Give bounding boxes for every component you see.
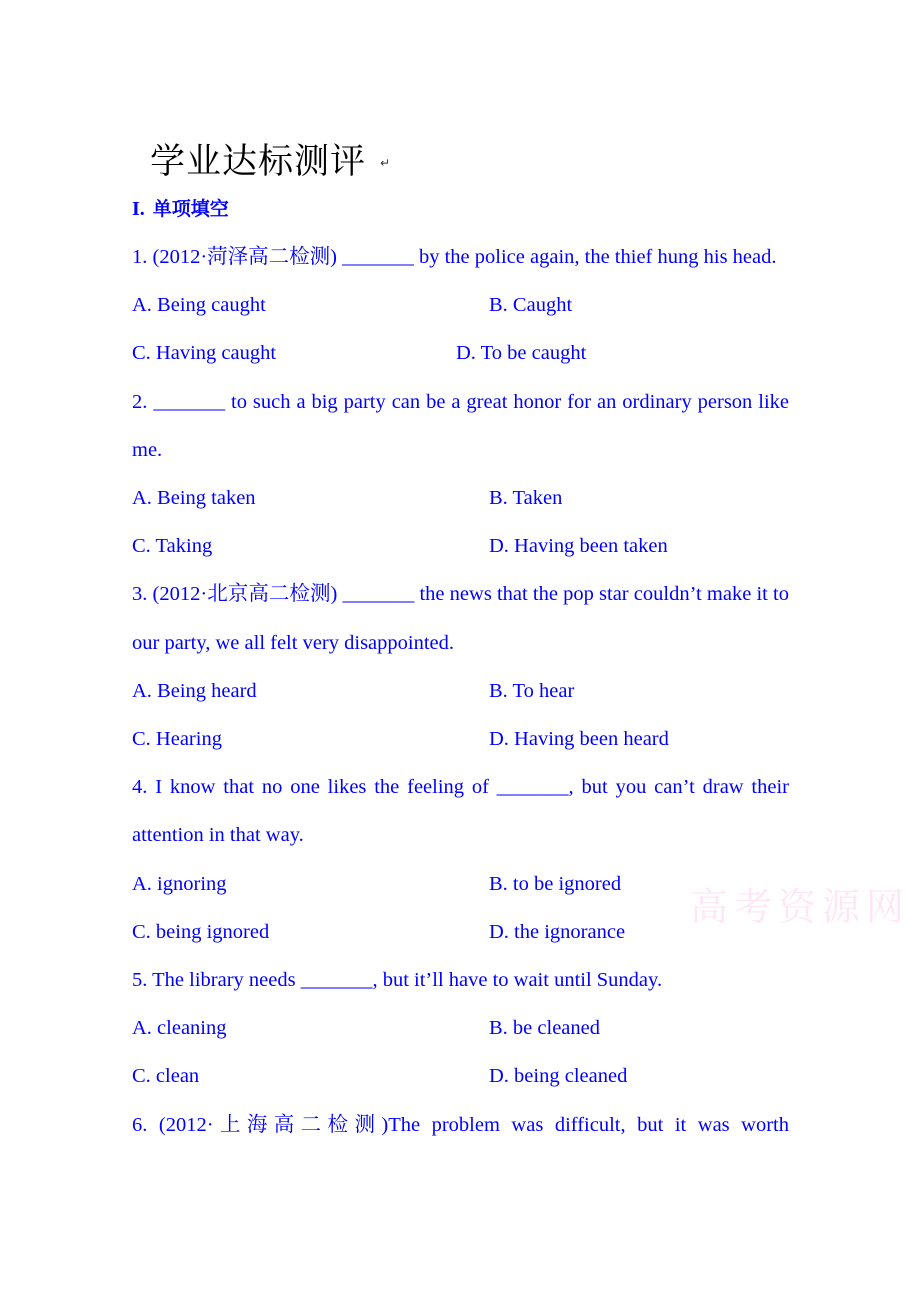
question-text: The problem was difficult, but it was worth — [388, 1113, 790, 1136]
question-5 — [132, 956, 789, 1004]
question-6 — [132, 1101, 789, 1149]
option-d: D. To be caught — [456, 342, 587, 365]
section-heading — [132, 194, 229, 221]
question-1 — [132, 233, 789, 281]
options-row — [132, 908, 789, 956]
title-text: 学业达标测评 — [150, 142, 367, 182]
option-c: C. Having caught — [132, 342, 277, 365]
option-b: B. Caught — [489, 294, 573, 317]
option-b: B. Taken — [489, 486, 563, 509]
section-number: I. — [132, 198, 145, 220]
option-b: B. be cleaned — [489, 1017, 600, 1040]
options-row — [132, 1004, 789, 1052]
options-row — [132, 1052, 789, 1100]
option-d: D. Having been heard — [489, 727, 669, 750]
options-row — [132, 667, 789, 715]
question-text: 5. — [132, 968, 148, 991]
option-a: A. ignoring — [132, 872, 227, 895]
question-text: 1. — [132, 246, 148, 268]
section-label: 单项填空 — [152, 198, 229, 220]
option-c: C. Taking — [132, 535, 213, 558]
question-3 — [132, 570, 789, 666]
option-a: A. Being heard — [132, 679, 257, 702]
option-c: C. being ignored — [132, 920, 270, 943]
watermark: 高考资源网 — [690, 885, 911, 929]
question-text: 2. — [132, 390, 148, 413]
option-a: A. Being caught — [132, 294, 266, 317]
question-4 — [132, 763, 789, 859]
question-list — [132, 233, 789, 1149]
question-text: _______ the news that the pop star couldn’t make it to our party, we all felt very disappointed. — [132, 583, 789, 654]
options-row — [132, 474, 789, 522]
question-text: I know that no one likes the feeling of _______, but you can’t draw their attention in that way. — [132, 776, 790, 847]
options-row — [132, 715, 789, 763]
option-a: A. Being taken — [132, 486, 256, 509]
paragraph-mark-icon: ↵ — [380, 156, 392, 170]
question-source: (2012·北京高二检测) — [152, 583, 338, 606]
question-source: (2012·上海高二检测) — [158, 1113, 389, 1136]
option-b: B. to be ignored — [489, 872, 622, 895]
option-d: D. being cleaned — [489, 1065, 628, 1088]
option-a: A. cleaning — [132, 1017, 227, 1040]
option-b: B. To hear — [489, 679, 575, 702]
options-row — [132, 522, 789, 570]
page-title — [150, 134, 391, 184]
options-row — [132, 329, 789, 377]
options-row — [132, 860, 789, 908]
option-d: D. the ignorance — [489, 920, 626, 943]
option-d: D. Having been taken — [489, 535, 668, 558]
question-text: _______ by the police again, the thief hung his head. — [342, 246, 777, 268]
option-c: C. clean — [132, 1065, 200, 1088]
option-c: C. Hearing — [132, 727, 222, 750]
question-text: 3. — [132, 583, 148, 606]
question-2 — [132, 378, 789, 474]
question-text: 6. — [132, 1113, 148, 1136]
question-text: 4. — [132, 776, 148, 799]
question-source: (2012·菏泽高二检测) — [152, 246, 337, 268]
question-text: The library needs _______, but it’ll have to wait until Sunday. — [152, 968, 663, 991]
question-text: _______ to such a big party can be a great honor for an ordinary person like me. — [132, 390, 789, 461]
options-row — [132, 281, 789, 329]
